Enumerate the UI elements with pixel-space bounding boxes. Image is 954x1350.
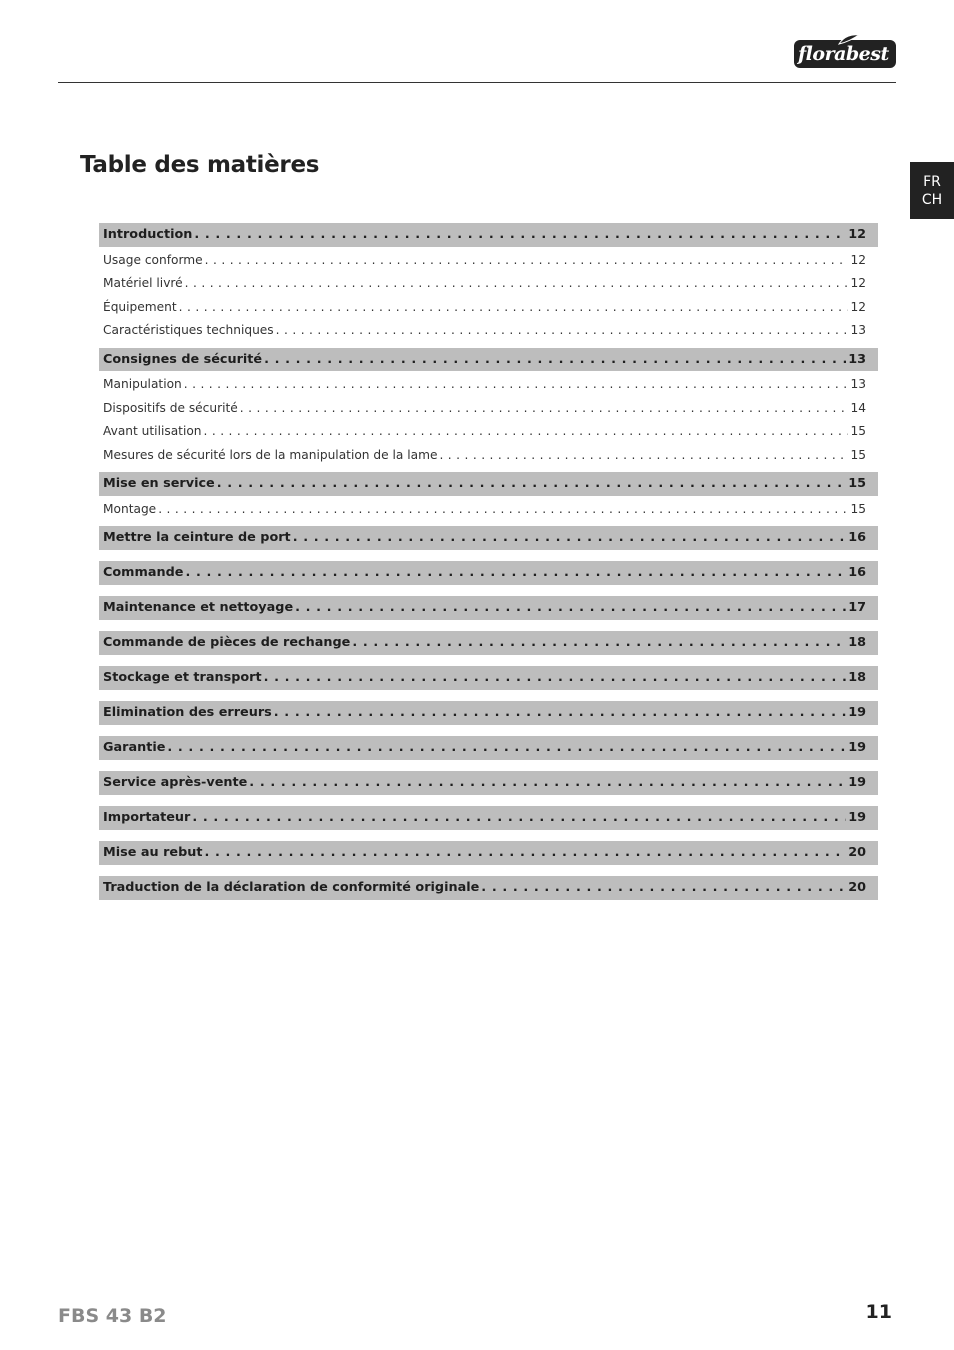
toc-section-label: Importateur <box>103 810 191 825</box>
toc-item-label: Usage conforme <box>103 252 203 267</box>
toc-leader-dots <box>439 444 848 468</box>
toc-section-label: Garantie <box>103 740 166 755</box>
toc-section-label: Commande de pièces de rechange <box>103 635 351 650</box>
toc-item-page: 15 <box>850 424 866 438</box>
page-title: Table des matières <box>80 152 320 178</box>
toc-section-row[interactable] <box>99 631 878 655</box>
toc-item-page: 12 <box>850 252 866 267</box>
toc-section-label: Traduction de la déclaration de conformité originale <box>103 880 480 895</box>
page-number: 11 <box>865 1301 892 1323</box>
toc-leader-dots <box>217 472 846 496</box>
toc-section-row[interactable] <box>99 223 878 247</box>
toc-leader-dots <box>204 420 849 444</box>
header-rule <box>58 82 896 83</box>
toc-item-row[interactable] <box>99 373 878 397</box>
toc-section-page: 12 <box>848 227 866 242</box>
toc-section-row[interactable] <box>99 701 878 725</box>
toc-item-label: Matériel livré <box>103 276 183 290</box>
toc-leader-dots <box>249 771 846 795</box>
toc-section-row[interactable] <box>99 526 878 550</box>
toc-section-page: 18 <box>848 670 866 685</box>
toc-section-page: 13 <box>848 351 866 367</box>
toc-item-label: Montage <box>103 501 157 516</box>
toc-section-row[interactable] <box>99 771 878 795</box>
toc-item-row[interactable] <box>99 420 878 444</box>
toc-section-row[interactable] <box>99 736 878 760</box>
language-code-2: CH <box>921 192 943 208</box>
toc-leader-dots <box>167 736 846 760</box>
toc-leader-dots <box>274 701 846 725</box>
toc-section-label: Consignes de sécurité <box>103 351 263 367</box>
toc-leader-dots <box>295 596 846 620</box>
toc-section-page: 17 <box>848 600 866 615</box>
toc-item-page: 12 <box>850 276 866 290</box>
toc-section-label: Mise au rebut <box>103 845 203 860</box>
toc-item-page: 15 <box>850 501 866 516</box>
toc-section-page: 18 <box>848 635 866 650</box>
toc-section-row[interactable] <box>99 876 878 900</box>
brand-logo <box>794 36 898 70</box>
toc-section-row[interactable] <box>99 596 878 620</box>
toc-section-label: Elimination des erreurs <box>103 705 272 720</box>
toc-section-label: Service après-vente <box>103 775 248 790</box>
toc-leader-dots <box>293 526 847 550</box>
toc-item-row[interactable] <box>99 444 878 468</box>
toc-item-page: 14 <box>850 400 866 415</box>
toc-leader-dots <box>194 223 846 247</box>
toc-section-row[interactable] <box>99 561 878 585</box>
toc-item-row[interactable] <box>99 272 878 296</box>
toc-item-label: Équipement <box>103 299 177 314</box>
toc-section-row[interactable] <box>99 806 878 830</box>
language-tab <box>910 162 954 219</box>
toc-section-label: Maintenance et nettoyage <box>103 600 294 615</box>
toc-section-row[interactable] <box>99 666 878 690</box>
toc-section-page: 15 <box>848 476 866 491</box>
model-number: FBS 43 B2 <box>58 1305 167 1327</box>
toc-section-page: 16 <box>848 530 866 545</box>
toc-section-page: 20 <box>848 845 866 860</box>
toc-leader-dots <box>158 498 848 522</box>
language-code-1: FR <box>923 174 941 190</box>
toc-section-label: Mise en service <box>103 476 215 491</box>
toc-leader-dots <box>264 348 846 372</box>
toc-leader-dots <box>179 296 849 320</box>
toc-section-page: 16 <box>848 565 866 580</box>
toc-item-label: Dispositifs de sécurité <box>103 400 238 415</box>
toc-item-label: Avant utilisation <box>103 424 202 438</box>
toc-item-row[interactable] <box>99 397 878 421</box>
toc-section-row[interactable] <box>99 841 878 865</box>
toc-leader-dots <box>352 631 846 655</box>
toc-leader-dots <box>185 561 846 585</box>
toc-section-page: 19 <box>848 775 866 790</box>
toc-section-label: Mettre la ceinture de port <box>103 530 291 545</box>
toc-section-label: Stockage et transport <box>103 670 262 685</box>
toc-section-row[interactable] <box>99 348 878 372</box>
toc-item-row[interactable] <box>99 319 878 343</box>
toc-leader-dots <box>276 319 849 343</box>
toc-section-label: Commande <box>103 565 184 580</box>
toc-leader-dots <box>481 876 846 900</box>
toc-leader-dots <box>205 249 849 273</box>
table-of-contents <box>99 223 878 900</box>
toc-item-row[interactable] <box>99 296 878 320</box>
toc-item-page: 13 <box>850 323 866 337</box>
toc-item-label: Caractéristiques techniques <box>103 323 274 337</box>
toc-item-row[interactable] <box>99 249 878 273</box>
toc-leader-dots <box>264 666 847 690</box>
toc-leader-dots <box>185 272 849 296</box>
toc-section-page: 19 <box>848 810 866 825</box>
toc-item-label: Mesures de sécurité lors de la manipulation de la lame <box>103 447 438 462</box>
toc-leader-dots <box>184 373 849 397</box>
toc-section-page: 20 <box>848 880 866 895</box>
toc-item-label: Manipulation <box>103 377 182 391</box>
toc-leader-dots <box>204 841 846 865</box>
toc-section-page: 19 <box>848 705 866 720</box>
toc-section-row[interactable] <box>99 472 878 496</box>
toc-item-page: 12 <box>850 299 866 314</box>
toc-leader-dots <box>240 397 849 421</box>
toc-section-label: Introduction <box>103 227 193 242</box>
toc-section-page: 19 <box>848 740 866 755</box>
toc-leader-dots <box>192 806 846 830</box>
toc-item-page: 15 <box>850 447 866 462</box>
logo-text: florabest <box>798 43 889 65</box>
toc-item-row[interactable] <box>99 498 878 522</box>
toc-item-page: 13 <box>850 377 866 391</box>
